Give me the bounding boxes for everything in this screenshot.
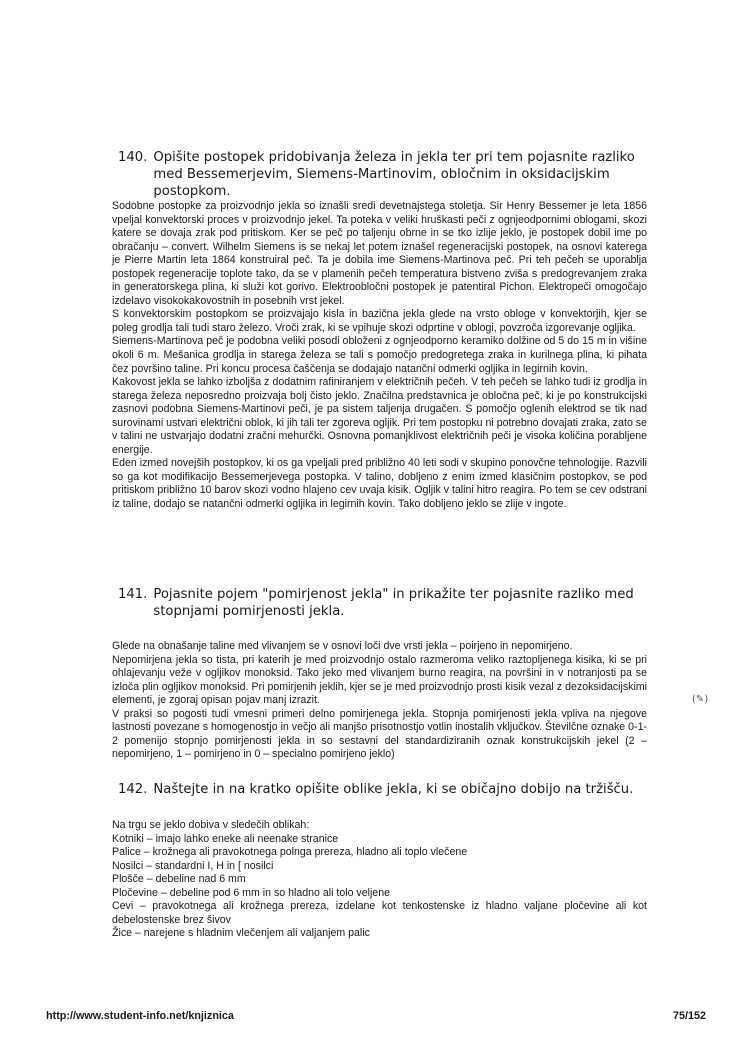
question-number: 140. (118, 150, 148, 165)
list-item: Žice – narejene s hladnim vlečenjem ali valjanjem palic (112, 927, 370, 940)
list-item: Palice – krožnega ali pravokotnega polnga prereza, hladno ali toplo vlečene (112, 846, 468, 859)
question-text: Opišite postopek pridobivanja železa in jekla ter pri tem pojasnite razliko med Bessemerjevim, Siemens-Martinovim, obločnim in oksidacijskim postopkom. (153, 150, 635, 199)
list-item: Nosilci – standardni I, H in [ nosilci (112, 859, 274, 872)
question-number: 141. (118, 587, 148, 602)
answer-142 (112, 819, 647, 941)
answer-140 (112, 200, 647, 512)
footer-url: http://www.student-info.net/knjiznica (46, 1010, 234, 1022)
answer-paragraph: S konvektorskim postopkom se proizvajajo kisla in bazična jekla glede na vrsto obloge v konvektorjih, kjer se poleg grodlja tali tudi staro železo. Vroči zrak, ki se vpihuje skozi odprtine v oblogi, povzroča izgorevanje ogljika. (112, 308, 647, 334)
question-140-heading (118, 149, 648, 200)
question-text: Naštejte in na kratko opišite oblike jekla, ki se običajno dobijo na tržišču. (153, 782, 634, 797)
handwritten-annotation-icon: (✎) (692, 694, 709, 705)
question-text: Pojasnite pojem "pomirjenost jekla" in prikažite ter pojasnite razliko med stopnjami pomirjenosti jekla. (153, 587, 634, 619)
answer-paragraph: V praksi so pogosti tudi vmesni primeri delno pomirjenega jekla. Stopnja pomirjenosti jekla vpliva na njegove lastnosti povezane s homogenostjo in večjo ali manjšo prisotnostjo votlin inostalih vključkov. Številčne oznake 0-1-2 pomenijo stopnjo pomirjenosti jekla in so sestavni del standardiziranih oznak konstrukcijskih jekel (2 – nepomirjeno, 1 – pomirjeno in 0 – specialno pomirjeno jeklo) (112, 707, 647, 761)
question-number: 142. (118, 782, 148, 797)
answer-paragraph: Nepomirjena jekla so tista, pri katerih je med proizvodnjo ostalo razmeroma veliko raztopljenega kisika, ki se pri ohlajevanju veže v ogljikov monoksid. Tako jeko med vlivanjem burno reagira, na površini in v notranjosti pa se izloča plin ogljikov monoksid. Pri pomirjenih jeklih, kjer se je med proizvodnjo prosti kisik vezal z dezoksidacijskimi elementi, je zgoraj opisan pojav manj izrazit. (112, 653, 647, 707)
answer-141 (112, 640, 647, 762)
answer-paragraph: Kakovost jekla se lahko izboljša z dodatnim rafiniranjem v električnih pečeh. V teh pečeh se lahko tudi iz grodlja in starega železa neposredno proizvaja bolj čisto jeklo. Značilna predstavnica je obločna peč, ki je po konstrukcijski zasnovi podobna Siemens-Martinovi peči, je pa sistem taljenja drugačen. S pomočjo oglenih elektrod se tik nad surovinami ustvari električni oblok, ki jih tali ter zgoreva ogljik. Pri tem postopku ni potrebno dovajati zraka, zato se v talini ne ustvarjajo dodatni zračni mehurčki. Osnovna pomanjklivost električnih peči je visoka količina porabljene energije. (112, 376, 647, 456)
list-item: Plošče – debeline nad 6 mm (112, 873, 246, 886)
question-142-heading (118, 781, 648, 798)
question-141-heading (118, 586, 648, 620)
answer-intro: Na trgu se jeklo dobiva v sledečih oblikah: (112, 819, 310, 831)
list-item: Pločevine – debeline pod 6 mm in so hladno ali tolo veljene (112, 886, 390, 899)
answer-paragraph: Glede na obnašanje taline med vlivanjem se v osnovi loči dve vrsti jekla – poirjeno in nepomirjeno. (112, 640, 573, 652)
page-footer (46, 1010, 706, 1022)
page-number: 75/152 (672, 1010, 706, 1022)
answer-paragraph: Siemens-Martinova peč je podobna veliki posodi obloženi z ognjeodporno keramiko dolžine od 5 do 15 m in višine okoli 6 m. Mešanica grodlja in starega železa se tali s pomočjo predogretega zraka in kurilnega plina, ki pihata čez površino taline. Pri koncu procesa čaščenja se dodajajo natančni odmerki ogljika in legirnih kovin. (112, 335, 647, 375)
answer-paragraph: Eden izmed novejših postopkov, ki os ga vpeljali pred približno 40 leti sodi v skupino ponovčne tehnologije. Razvili so ga kot modifikacijo Bessemerjevega postopka. V talino, dobljeno z enim izmed klasičnim postopkov, se pod pritiskom približno 10 barov skozi vodno hlajeno cev uvaja kisik. Ogljik v talini hitro reagira. Po tem se cev odstrani iz taline, dodajo se natančni odmerki ogljika in legirnih kovin. Tako dobljeno jeklo se zlije v ingote. (112, 457, 647, 511)
list-item: Cevi – pravokotnega ali krožnega prereza, izdelane kot tenkostenske iz hladno valjane pločevine ali kot debelostenske brez šivov (112, 900, 647, 926)
answer-paragraph: Sodobne postopke za proizvodnjo jekla so iznašli sredi devetnajstega stoletja. Sir Henry Bessemer je leta 1856 vpeljal konvektorski proces v proizvodnjo jekel. Ta poteka v veliki hruškasti peči z ognjeodpornimi oblogami, skozi katere se dovaja zrak pod pritiskom. Ker se peč po taljenju obrne in se tko izlije jeklo, je postopek dobil ime po obračanju – convert. Wilhelm Siemens is se nekaj let potem iznašel regeneracijski postopek, na osnovi katerega je Pierre Martin leta 1864 konstruiral peč. Ta je dobila ime Siemens-Martinova peč. Pri teh pečeh se uporablja postopek regeneracije toplote tako, da se v plamenih pečeh temperatura bistveno zviša s predogrevanjem zraka in generatorskega plina, ki služi kot gorivo. Elektroobločni postopek je patentiral Pichon. Elektropeči omogočajo izdelavo visokokakovostnih in posebnih vrst jekel. (112, 200, 647, 307)
list-item: Kotniki – imajo lahko eneke ali neenake stranice (112, 832, 339, 845)
